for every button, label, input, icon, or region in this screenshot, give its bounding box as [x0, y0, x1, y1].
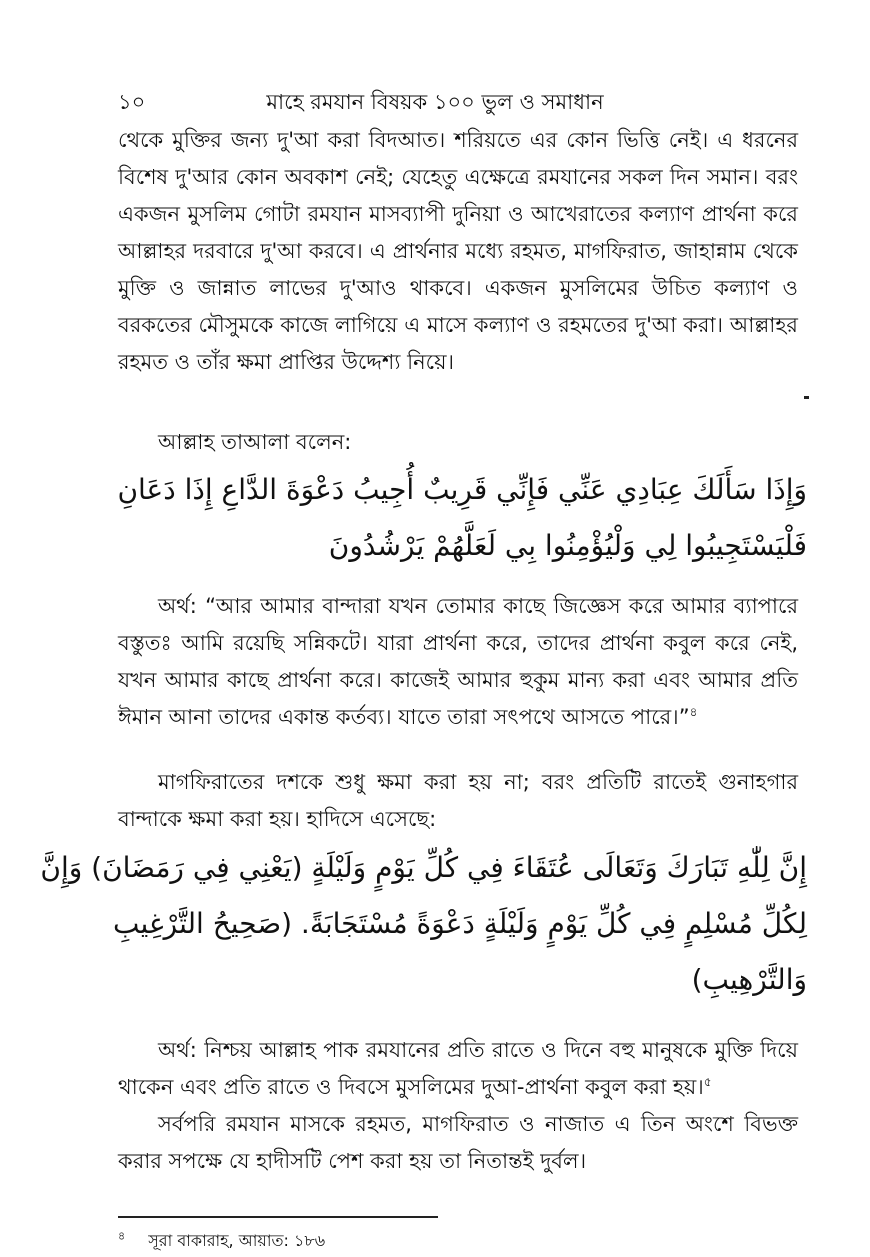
quran-verse-line-1: وَإِذَا سَأَلَكَ عِبَادِي عَنِّي فَإِنِّي قَرِيبٌ أُجِيبُ دَعْوَةَ الدَّاعِ إِذَا دَعَانِ: [117, 473, 807, 506]
paragraph-1-block: [118, 122, 798, 381]
quran-verse-line-2: فَلْيَسْتَجِيبُوا لِي وَلْيُؤْمِنُوا بِي لَعَلَّهُمْ يَرْشُدُونَ: [328, 529, 807, 562]
paragraph-4: মাগফিরাতের দশকে শুধু ক্ষমা করা হয় না; বরং প্রতিটি রাতেই গুনাহগার বান্দাকে ক্ষমা করা হয়। হাদিসে এসেছে:: [118, 770, 798, 831]
paragraph-3-block: [118, 588, 798, 736]
footnote: [118, 1228, 325, 1255]
paragraph-4-block: [118, 764, 798, 838]
hadith-translation: অর্থ: নিশ্চয় আল্লাহ পাক রমযানের প্রতি রাতে ও দিনে বহু মানুষকে মুক্তি দিয়ে থাকেন এবং প্রতি রাতে ও দিবসে মুসলিমের দুআ-প্রার্থনা কবুল করা হয়।: [118, 1038, 798, 1099]
paragraph-2: আল্লাহ তাআলা বলেন:: [158, 430, 352, 454]
paragraph-6-block: [118, 1106, 798, 1180]
print-speck: [804, 396, 809, 399]
hadith-line-1: إِنَّ لِلّٰهِ تَبَارَكَ وَتَعَالَى عُتَقَاءَ فِي كُلِّ يَوْمٍ وَلَيْلَةٍ (يَعْنِي فِي رَمَضَانَ) وَإِنَّ: [40, 851, 807, 884]
footnote-text: সূরা বাকারাহ, আয়াত: ১৮৬: [148, 1231, 326, 1250]
footnote-ref-5: ৫: [703, 1075, 712, 1089]
footnote-divider: [118, 1216, 438, 1218]
running-title: মাহে রমযান বিষয়ক ১০০ ভুল ও সমাধান: [266, 90, 604, 114]
translation-text: অর্থ: “আর আমার বান্দারা যখন তোমার কাছে জিজ্ঞেস করে আমার ব্যাপারে বস্তুতঃ আমি রয়েছি সন্নিকটে। যারা প্রার্থনা করে, তাদের প্রার্থনা কবুল করে নেই, যখন আমার কাছে প্রার্থনা করে। কাজেই আমার হুকুম মান্য করা এবং আমার প্রতি ঈমান আনা তাদের একান্ত কর্তব্য। যাতে তারা সৎপথে আসতে পারে।”: [118, 594, 798, 729]
page-header: [118, 86, 752, 116]
quran-verse: [112, 462, 807, 574]
paragraph-2-block: [118, 424, 798, 461]
paragraph-6: সর্বপরি রমযান মাসকে রহমত, মাগফিরাত ও নাজাত এ তিন অংশে বিভক্ত করার সপক্ষে যে হাদীসটি পেশ করা হয় তা নিতান্তই দুর্বল।: [118, 1112, 798, 1173]
hadith-line-3: وَالتَّرْهِيبِ): [691, 963, 807, 996]
paragraph-5-block: [118, 1032, 798, 1106]
footnote-ref-4: ৪: [689, 705, 698, 719]
hadith-line-2: لِكُلِّ مُسْلِمٍ فِي كُلِّ يَوْمٍ وَلَيْلَةٍ دَعْوَةً مُسْتَجَابَةً. (صَحِيحُ التَّرْغِيبِ: [113, 907, 807, 940]
paragraph-1: থেকে মুক্তির জন্য দু'আ করা বিদআত। শরিয়তে এর কোন ভিত্তি নেই। এ ধরনের বিশেষ দু'আর কোন অবকাশ নেই; যেহেতু এক্ষেত্রে রমযানের সকল দিন সমান। বরং একজন মুসলিম গোটা রমযান মাসব্যাপী দুনিয়া ও আখেরাতের কল্যাণ প্রার্থনা করে আল্লাহর দরবারে দু'আ করবে। এ প্রার্থনার মধ্যে রহমত, মাগফিরাত, জাহান্নাম থেকে মুক্তি ও জান্নাত লাভের দু'আও থাকবে। একজন মুসলিমের উচিত কল্যাণ ও বরকতের মৌসুমকে কাজে লাগিয়ে এ মাসে কল্যাণ ও রহমতের দু'আ করা। আল্লাহর রহমত ও তাঁর ক্ষমা প্রাপ্তির উদ্দেশ্য নিয়ে।: [118, 128, 798, 374]
hadith-text: [40, 840, 807, 1008]
paragraph-5: [118, 1032, 798, 1106]
footnote-number: ৪: [118, 1229, 126, 1243]
paragraph-3: [118, 588, 798, 736]
page-number: ১০: [118, 90, 146, 114]
